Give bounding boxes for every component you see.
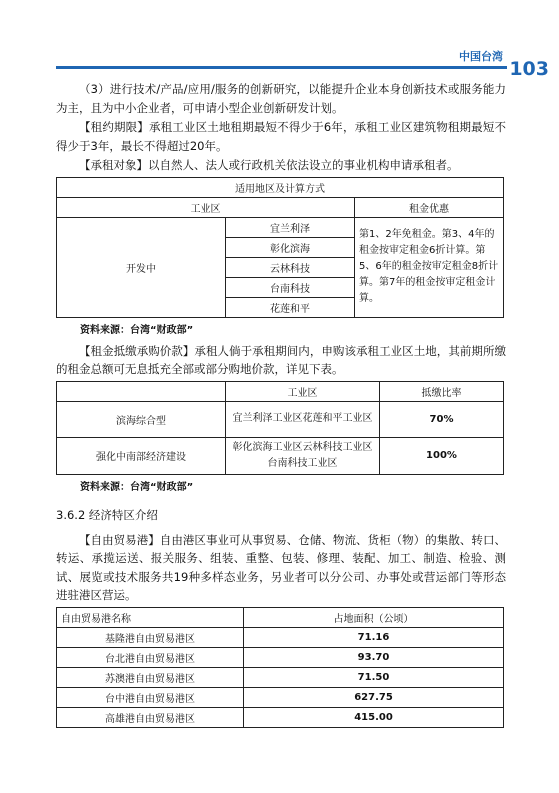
table3-area: 71.16 [244,627,504,647]
table3-area: 627.75 [244,687,504,707]
table2-ratio: 100% [380,437,504,474]
table2-areas: 彰化滨海工业区云林科技工业区台南科技工业区 [226,437,380,474]
source-note: 资料来源：台湾“财政部” [80,481,194,493]
table1-area: 云林科技 [226,257,355,277]
header-title: 中国台湾 [459,50,503,63]
page-body [56,80,506,728]
table3-name: 台中港自由贸易港区 [57,687,244,707]
table1-category: 开发中 [57,217,226,317]
rent-offset-table [56,381,504,475]
table2-ratio: 70% [380,401,504,437]
table1-area: 台南科技 [226,277,355,297]
table1-benefit: 第1、2年免租金。第3、4年的租金按审定租金6折计算。第5、6年的租金按审定租金8折计算。第7年的租金按审定租金计算。 [355,217,504,317]
table2-type: 强化中南部经济建设 [57,437,226,474]
table2-type: 滨海综合型 [57,401,226,437]
table1-title: 适用地区及计算方式 [57,177,504,197]
page-number: 103 [509,58,549,80]
source-note: 资料来源：台湾“财政部” [80,324,194,336]
paragraph-rent-offset: 【租金抵缴承购价款】承租人倘于承租期间内，申购该承租工业区土地，其前期所缴的租金总额可无息抵充全部或部分购地价款，详见下表。 [56,343,506,376]
table3-name: 基隆港自由贸易港区 [57,627,244,647]
paragraph-lease-term: 【租约期限】承租工业区土地租期最短不得少于6年，承租工业区建筑物租期最短不得少于3年，最长不得超过20年。 [56,120,506,153]
table3-name: 高雄港自由贸易港区 [57,707,244,727]
table1-area: 彰化滨海 [226,237,355,257]
table2-areas: 宜兰利泽工业区花莲和平工业区 [226,401,380,437]
free-trade-port-table [56,607,504,728]
paragraph-free-trade-port: 【自由贸易港】自由港区事业可从事贸易、仓储、物流、货柜（物）的集散、转口、转运、承揽运送、报关服务、组装、重整、包装、修理、装配、加工、制造、检验、测试、展览或技术服务共19种多样态业务，另业者可以分公司、办事处或营运部门等形态进驻港区营运。 [56,532,506,602]
header-rule [56,66,507,69]
table3-area: 93.70 [244,647,504,667]
table3-col-name: 自由贸易港名称 [57,607,244,627]
paragraph-lessee: 【承租对象】以自然人、法人或行政机关依法设立的事业机构申请承租者。 [79,158,459,172]
table3-name: 台北港自由贸易港区 [57,647,244,667]
section-heading: 3.6.2 经济特区介绍 [56,507,158,522]
table1-col-benefit: 租金优惠 [355,197,504,217]
table2-col-area: 工业区 [226,381,380,401]
table1-area: 宜兰利泽 [226,217,355,237]
table3-area: 71.50 [244,667,504,687]
rent-discount-table [56,177,504,318]
table3-name: 苏澳港自由贸易港区 [57,667,244,687]
table2-col-ratio: 抵缴比率 [380,381,504,401]
paragraph-innovation: （3）进行技术/产品/应用/服务的创新研究，以能提升企业本身创新技术或服务能力为主，且为中小企业者，可申请小型企业创新研发计划。 [56,82,506,115]
table3-area: 415.00 [244,707,504,727]
table1-col-area: 工业区 [57,197,355,217]
table1-area: 花莲和平 [226,297,355,317]
table3-col-area: 占地面积（公顷） [244,607,504,627]
table2-blank-header [57,381,226,401]
